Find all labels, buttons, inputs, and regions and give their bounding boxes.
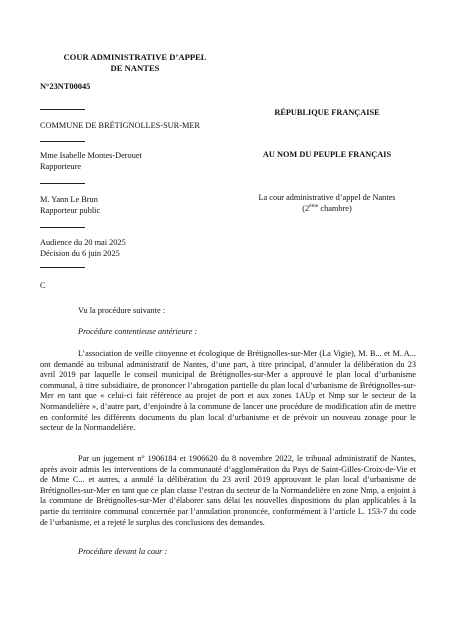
public-rapporteur-role: Rapporteur public [40, 206, 101, 215]
rapporteur-name: Mme Isabelle Montes-Derouet [40, 151, 142, 160]
paragraph-1: L’association de veille citoyenne et écologique de Brétignolles-sur-Mer (La Vigie), M. B... et M. A... ont demandé au tribunal administratif de Nantes, d’une part, à titre principal, d’annuler la délibération du 23 avril 2019 par laquelle le conseil municipal de Brétignolles-sur-Mer a approuvé le plan local d’urbanisme communal, à titre subsidiaire, de prononcer l’abrogation partielle du plan local d’urbanisme de Brétignolles-sur-Mer en tant que « celui-ci fait référence au projet de port et aux zones 1AUp et Nmp sur le secteur de la Normandelière », d’autre part, d’enjoindre à la commune de lancer une procédure de modification afin de mettre en conformité les différents documents du plan local d’urbanisme et de prévoir un nouveau zonage pour le secteur de la Normandelière. [40, 349, 416, 433]
separator [40, 141, 85, 142]
procedure-intro: Vu la procédure suivante : [78, 306, 166, 315]
people-heading: AU NOM DU PEUPLE FRANÇAIS [262, 150, 392, 159]
separator [40, 109, 85, 110]
court-name [40, 52, 230, 74]
publication-code: C [40, 281, 46, 290]
public-rapporteur-name: M. Yann Le Brun [40, 195, 98, 204]
separator [40, 227, 85, 228]
separator [40, 183, 85, 184]
decision-date: Décision du 6 juin 2025 [40, 249, 120, 258]
republic-heading: RÉPUBLIQUE FRANÇAISE [274, 108, 380, 117]
court-name-line2: DE NANTES [110, 63, 160, 73]
party-name: COMMUNE DE BRÉTIGNOLLES-SUR-MER [40, 121, 200, 130]
hearing-date: Audience du 20 mai 2025 [40, 238, 126, 247]
separator [40, 267, 85, 268]
section-heading-prior: Procédure contentieuse antérieure : [78, 327, 198, 336]
section-heading-court: Procédure devant la cour : [78, 547, 168, 556]
court-formation: La cour administrative d’appel de Nantes [258, 193, 396, 202]
paragraph-2: Par un jugement n° 1906184 et 1906620 du 8 novembre 2022, le tribunal administratif de Nantes, après avoir admis les interventions de la communauté d’agglomération du Pays de Saint-Gilles-Croix-de-Vie et de Mme C... et autres, a annulé la délibération du 23 avril 2019 approuvant le plan local d’urbanisme de Brétignolles-sur-Mer en tant que ce plan classe l’estran du secteur de la Normandelière en zone Nmp, a enjoint à la commune de Brétignolles-sur-Mer d’élaborer sans délai les nouvelles dispositions du plan applicables à la partie du territoire communal concernée par l’annulation prononcée, conformément à l’article L. 153-7 du code de l’urbanisme, et a rejeté le surplus des conclusions des demandes. [40, 454, 416, 527]
rapporteur-role: Rapporteure [40, 162, 82, 171]
court-name-line1: COUR ADMINISTRATIVE D’APPEL [63, 52, 207, 62]
case-number: N°23NT00045 [40, 82, 91, 91]
chamber: (2ème chambre) [302, 203, 352, 213]
